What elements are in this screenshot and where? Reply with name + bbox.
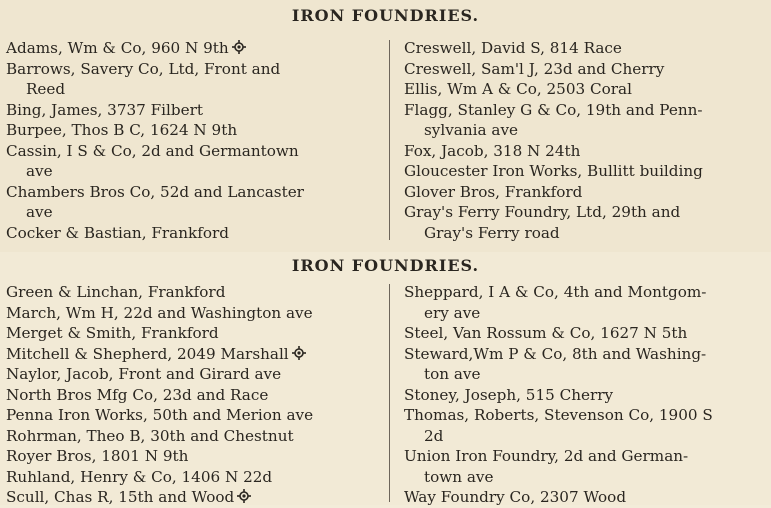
entry-text: Royer Bros, 1801 N 9th (6, 447, 189, 465)
right-column (404, 38, 768, 243)
listing-entry (404, 182, 768, 203)
entry-text: Glover Bros, Frankford (404, 182, 583, 201)
entry-continuation: sylvania ave (424, 121, 519, 139)
cross-circle-icon (292, 346, 306, 360)
entry-continuation: town ave (424, 467, 494, 486)
entry-text: Mitchell & Shepherd, 2049 Marshall (6, 344, 289, 363)
entry-text: Green & Linchan, Frankford (6, 283, 226, 301)
entry-text: Stoney, Joseph, 515 Cherry (404, 385, 614, 404)
column-divider (389, 284, 390, 502)
entry-text: Creswell, Sam'l J, 23d and Cherry (404, 59, 665, 78)
entry-text: Gloucester Iron Works, Bullitt building (404, 162, 703, 180)
entry-text: Thomas, Roberts, Stevenson Co, 1900 S (404, 406, 713, 424)
listing-entry (6, 344, 374, 365)
cross-circle-icon (232, 40, 246, 54)
entry-text: Cocker & Bastian, Frankford (6, 223, 229, 242)
entry-continuation: 2d (424, 426, 444, 445)
listing-entry (6, 303, 374, 324)
entry-text: North Bros Mfg Co, 23d and Race (6, 385, 269, 404)
cross-circle-icon (237, 489, 251, 503)
listing-entry (6, 120, 374, 141)
listing-entry (404, 344, 768, 385)
listing-entry (404, 59, 768, 80)
listing-entry (404, 202, 768, 243)
entry-continuation: ery ave (424, 303, 481, 322)
listing-entry (6, 59, 374, 100)
entry-text: Gray's Ferry Foundry, Ltd, 29th and (404, 203, 681, 221)
entry-continuation: ave (26, 203, 53, 221)
entry-text: Ellis, Wm A & Co, 2503 Coral (404, 80, 632, 98)
right-column (404, 282, 768, 508)
listing-entry (404, 446, 768, 487)
listing-entry (6, 38, 374, 59)
entry-text: Barrows, Savery Co, Ltd, Front and (6, 59, 281, 78)
listing-entry (404, 38, 768, 59)
left-column (6, 38, 374, 243)
listing-entry (6, 141, 374, 182)
entry-text: Bing, James, 3737 Filbert (6, 100, 203, 119)
entry-text: March, Wm H, 22d and Washington ave (6, 303, 313, 322)
entry-text: Creswell, David S, 814 Race (404, 39, 622, 57)
entry-text: Union Iron Foundry, 2d and German- (404, 447, 689, 465)
entry-text: Penna Iron Works, 50th and Merion ave (6, 406, 314, 424)
listing-entry (6, 323, 374, 344)
listing-entry (6, 405, 374, 426)
listing-entry (404, 161, 768, 182)
section-heading: IRON FOUNDRIES. (291, 6, 480, 25)
entry-continuation: ave (26, 162, 53, 180)
listing-entry (404, 385, 768, 406)
listing-entry (6, 100, 374, 121)
listing-entry (6, 487, 374, 508)
entry-text: Steward,Wm P & Co, 8th and Washing- (404, 344, 707, 363)
bottom-section (0, 252, 771, 505)
entry-text: Burpee, Thos B C, 1624 N 9th (6, 121, 238, 139)
listing-entry (404, 282, 768, 323)
entry-text: Ruhland, Henry & Co, 1406 N 22d (6, 467, 273, 486)
entry-text: Merget & Smith, Frankford (6, 324, 219, 342)
entry-text: Way Foundry Co, 2307 Wood (404, 488, 627, 506)
listing-entry (6, 467, 374, 488)
listing-entry (6, 223, 374, 244)
left-column (6, 282, 374, 508)
entry-text: Naylor, Jacob, Front and Girard ave (6, 365, 282, 383)
entry-text: Sheppard, I A & Co, 4th and Montgom- (404, 283, 707, 301)
listing-entry (404, 141, 768, 162)
listing-entry (6, 364, 374, 385)
entry-text: Steel, Van Rossum & Co, 1627 N 5th (404, 324, 688, 342)
entry-text: Chambers Bros Co, 52d and Lancaster (6, 182, 304, 201)
listing-entry (6, 426, 374, 447)
listing-entry (6, 385, 374, 406)
listing-entry (404, 323, 768, 344)
listing-entry (404, 487, 768, 508)
listing-entry (404, 100, 768, 141)
top-section (0, 0, 771, 252)
entry-continuation: Reed (26, 80, 66, 98)
listing-entry (6, 282, 374, 303)
entry-continuation: ton ave (424, 365, 481, 383)
entry-text: Adams, Wm & Co, 960 N 9th (6, 39, 229, 57)
listing-entry (6, 182, 374, 223)
listing-entry (6, 446, 374, 467)
listing-entry (404, 405, 768, 446)
listing-entry (404, 79, 768, 100)
entry-text: Rohrman, Theo B, 30th and Chestnut (6, 426, 294, 445)
entry-text: Cassin, I S & Co, 2d and Germantown (6, 141, 299, 160)
entry-text: Flagg, Stanley G & Co, 19th and Penn- (404, 100, 703, 119)
section-heading: IRON FOUNDRIES. (291, 256, 480, 275)
entry-text: Fox, Jacob, 318 N 24th (404, 141, 581, 160)
entry-continuation: Gray's Ferry road (424, 223, 560, 242)
column-divider (389, 40, 390, 240)
entry-text: Scull, Chas R, 15th and Wood (6, 488, 235, 506)
